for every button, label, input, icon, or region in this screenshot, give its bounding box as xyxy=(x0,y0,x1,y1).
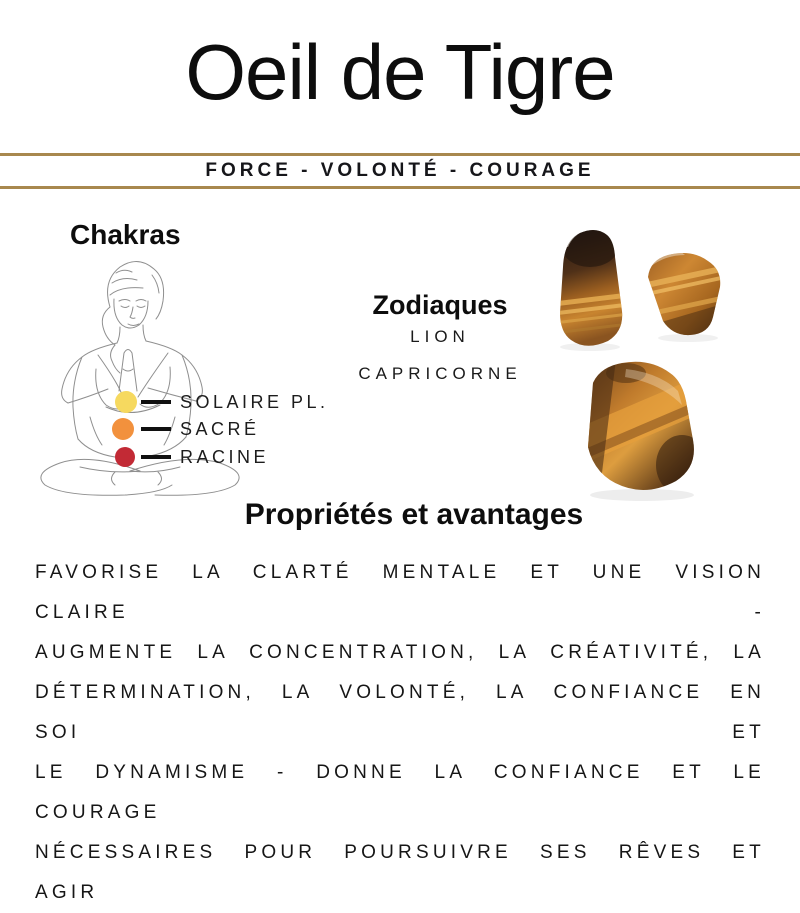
properties-line: NÉCESSAIRES POUR POURSUIVRE SES RÊVES ET AGIR xyxy=(35,842,765,903)
chakra-row-solaire xyxy=(141,392,329,412)
chakras-heading: Chakras xyxy=(70,219,181,250)
zodiaques-block xyxy=(320,290,560,384)
properties-line: LE DYNAMISME - DONNE LA CONFIANCE ET LE COURAGE xyxy=(35,762,765,823)
chakra-label-sacre: SACRÉ xyxy=(180,418,260,439)
zodiac-sign-capricorne: CAPRICORNE xyxy=(358,364,522,383)
chakra-label-racine: RACINE xyxy=(180,446,270,467)
zodiac-sign-lion: LION xyxy=(410,327,470,346)
tiger-eye-stone-bottom-large xyxy=(580,359,708,495)
divider-top xyxy=(0,153,800,156)
tiger-eye-stone-top-right xyxy=(642,251,726,343)
properties-heading: Propriétés et avantages xyxy=(244,498,584,531)
page-title: Oeil de Tigre xyxy=(185,28,615,116)
zodiaques-heading: Zodiaques xyxy=(372,290,508,320)
chakra-row-sacre xyxy=(141,419,260,439)
divider-bottom xyxy=(0,186,800,189)
chakra-leader-line xyxy=(141,400,171,404)
tiger-eye-stone-top-left xyxy=(558,227,625,346)
chakra-dot-sacre xyxy=(112,418,134,440)
properties-line: FAVORISE LA CLARTÉ MENTALE ET UNE VISION CLAIRE - xyxy=(35,562,765,623)
chakra-dot-racine xyxy=(115,447,135,467)
properties-line: DÉTERMINATION, LA VOLONTÉ, LA CONFIANCE EN SOI ET xyxy=(35,682,765,743)
subtitle-keywords: FORCE - VOLONTÉ - COURAGE xyxy=(205,160,595,181)
chakra-row-racine xyxy=(141,447,269,467)
properties-line: AUGMENTE LA CONCENTRATION, LA CRÉATIVITÉ, LA xyxy=(35,642,765,663)
chakra-dot-solaire xyxy=(115,391,137,413)
tiger-eye-stones-photo xyxy=(530,215,750,505)
properties-text xyxy=(35,553,765,913)
chakra-leader-line xyxy=(141,427,171,431)
chakra-label-solaire: SOLAIRE PL. xyxy=(180,391,329,412)
chakra-leader-line xyxy=(141,455,171,459)
